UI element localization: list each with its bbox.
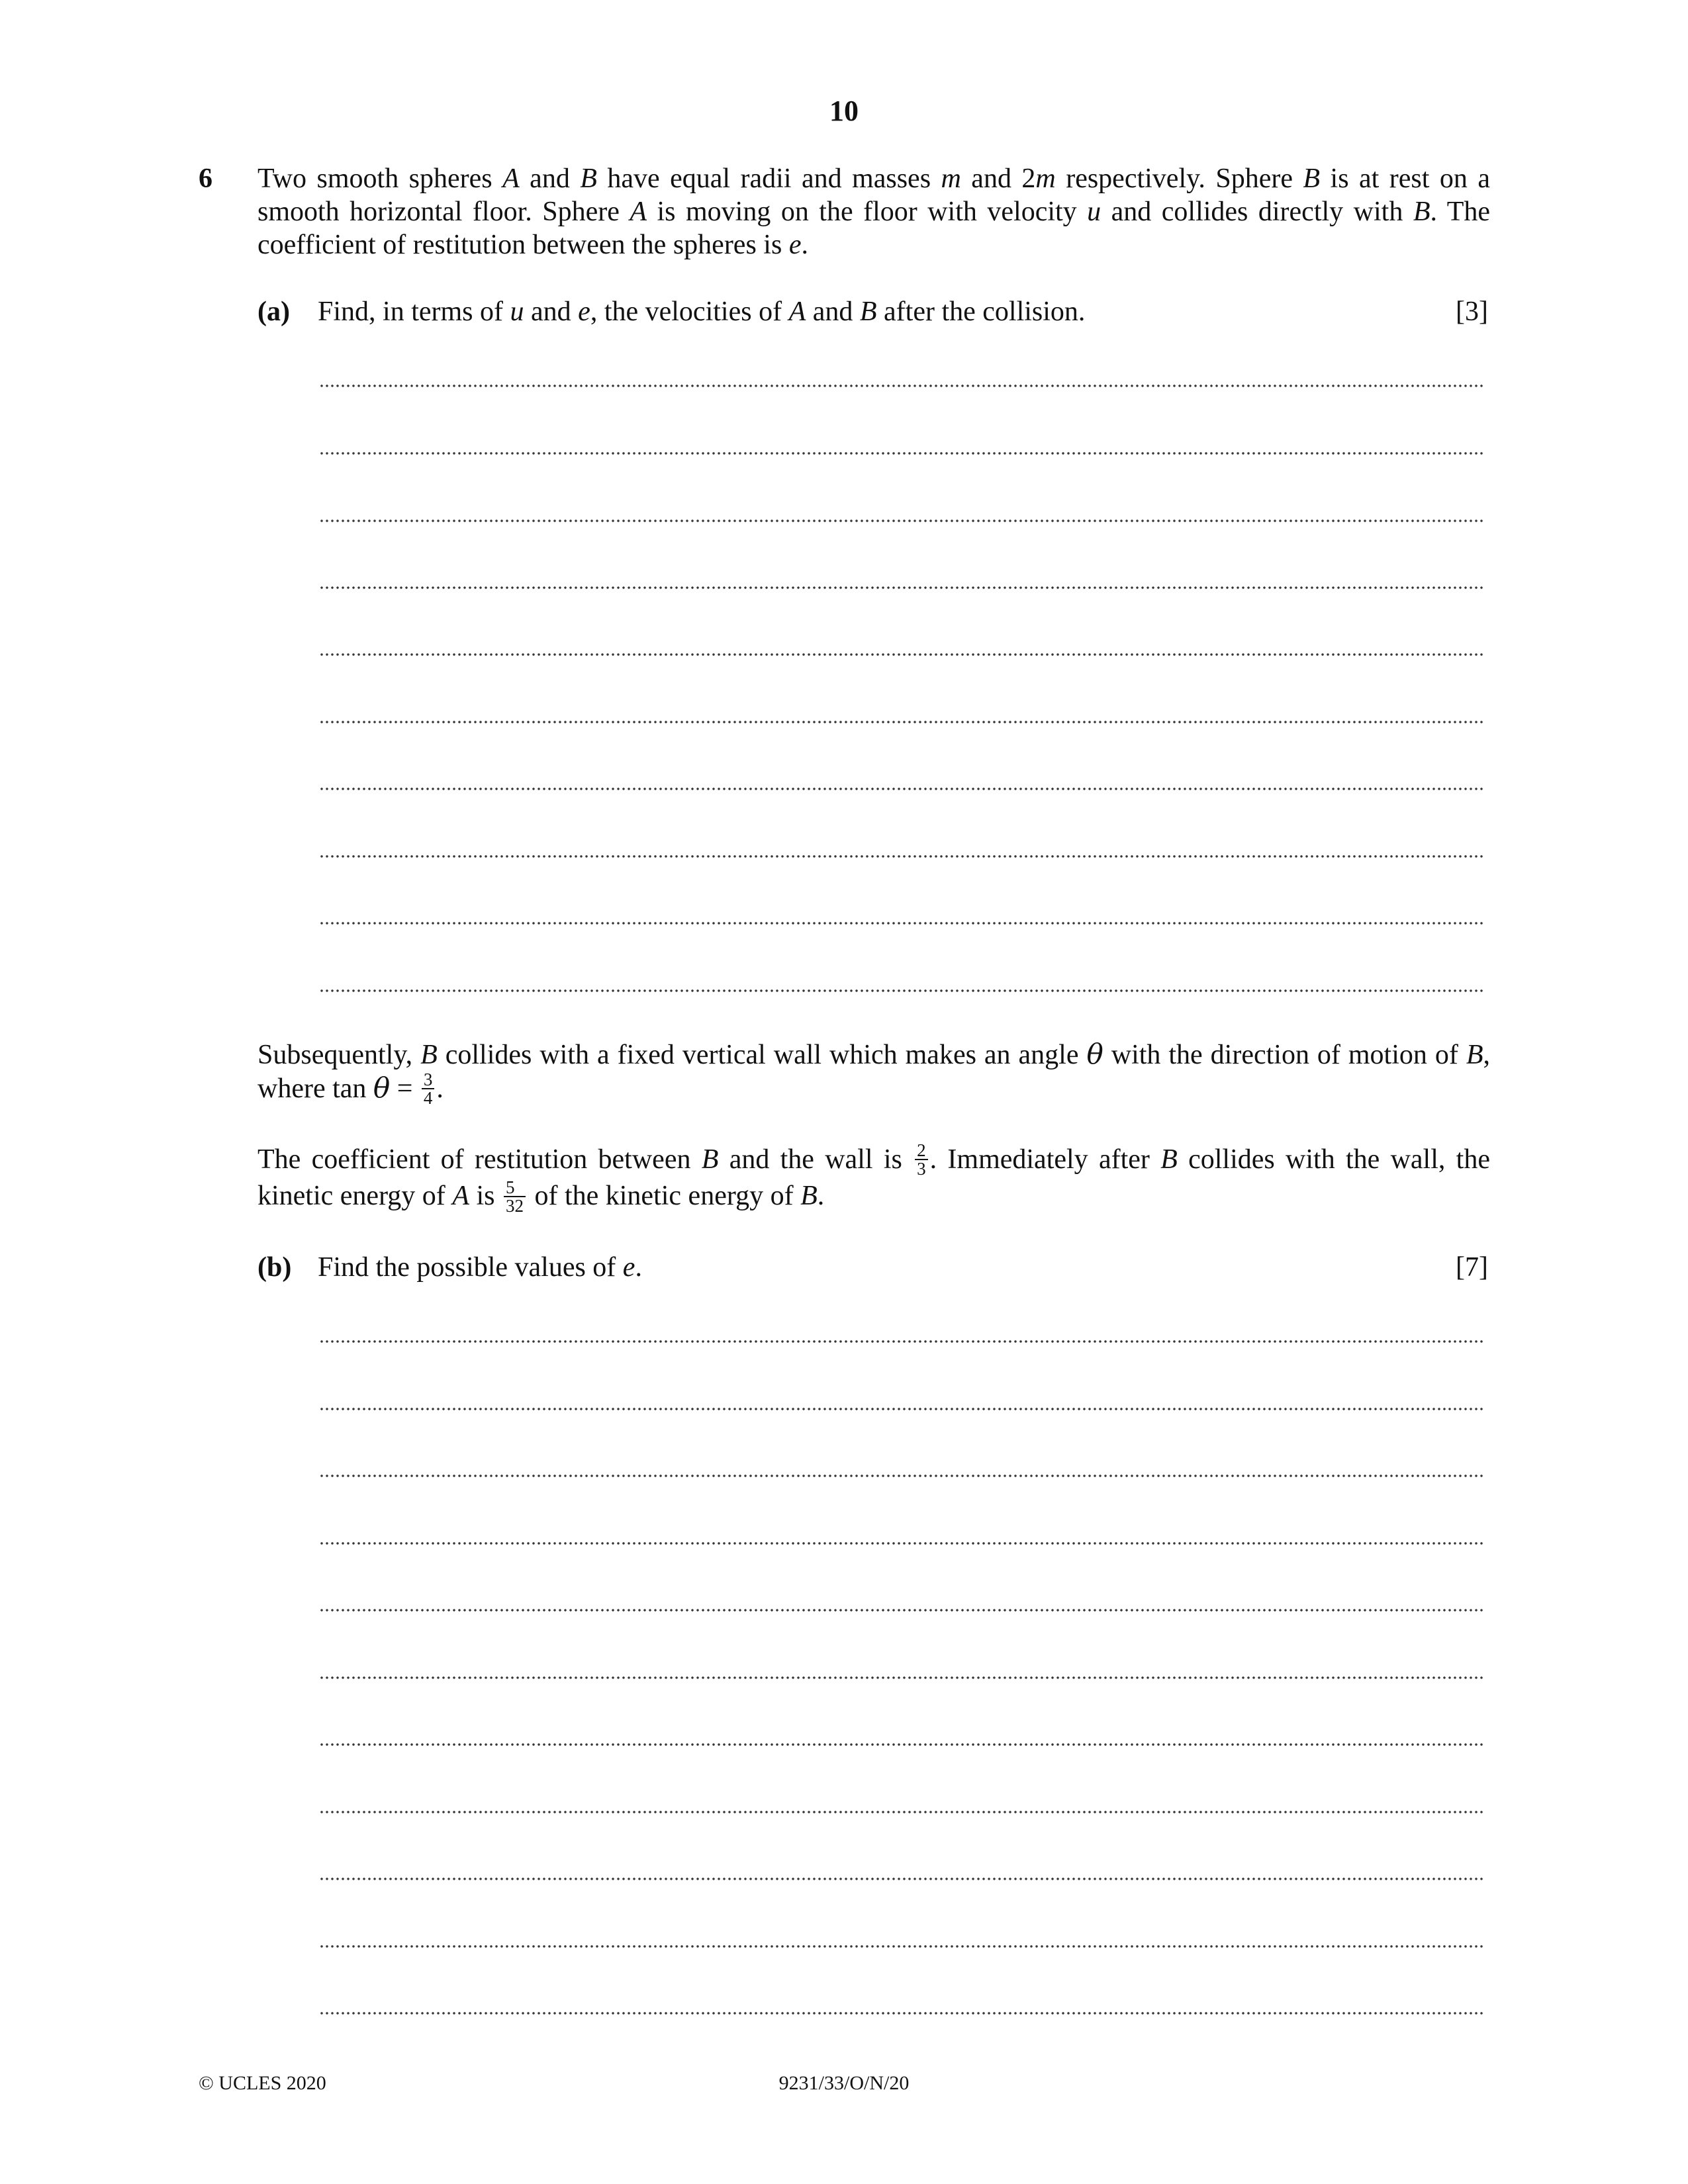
answer-line[interactable] [319,451,1484,455]
answer-line[interactable] [319,2011,1484,2015]
answer-line[interactable] [319,519,1484,523]
page-number: 10 [829,95,859,127]
answer-line[interactable] [319,384,1484,388]
answer-line[interactable] [319,1474,1484,1478]
answer-line[interactable] [319,1608,1484,1612]
question-number: 6 [199,163,212,194]
answer-line[interactable] [319,1944,1484,1948]
part-b-text: Find the possible values of e. [318,1252,642,1283]
part-b-marks: [7] [1456,1252,1488,1283]
part-a-label: (a) [258,296,290,327]
answer-line[interactable] [319,1743,1484,1747]
restitution-paragraph: The coefficient of restitution between B and the wall is $\frac{2}{3}$ . Immediately after B collides with the wall, the kinetic energy of A is $\frac{5}{32}$ of the kinetic energy of B. [258,1140,1490,1216]
answer-line[interactable] [319,854,1484,858]
fraction-three-quarters: $\frac{3}{4}$ [422,1071,435,1107]
answer-line[interactable] [319,921,1484,925]
part-a-marks: [3] [1456,296,1488,327]
question-stem: Two smooth spheres A and B have equal radii and masses m and 2m respectively. Sphere B is at rest on a smooth horizontal floor. Sphere A is moving on the floor with velocity u and collides directly with B. The coefficient of restitution between the spheres is e. [258,163,1490,260]
fraction-five-thirtyseconds: $\frac{5}{32}$ [504,1179,526,1214]
answer-line[interactable] [319,1407,1484,1411]
answer-line[interactable] [319,1541,1484,1545]
answer-line[interactable] [319,586,1484,590]
answer-line[interactable] [319,1340,1484,1343]
answer-line[interactable] [319,1877,1484,1881]
answer-line[interactable] [319,653,1484,657]
answer-line[interactable] [319,720,1484,724]
part-a-text: Find, in terms of u and e, the velocities of A and B after the collision. [318,296,1086,327]
answer-line[interactable] [319,1810,1484,1814]
footer-paper-code: 9231/33/O/N/20 [778,2072,910,2094]
fraction-two-thirds: $\frac{2}{3}$ [915,1142,928,1177]
answer-line[interactable] [319,787,1484,791]
subsequent-paragraph: Subsequently, B collides with a fixed vertical wall which makes an angle θ with the direction of motion of B, where tan θ = $\frac{3}{4}$ . [258,1038,1490,1109]
part-b-label: (b) [258,1252,292,1283]
answer-line[interactable] [319,989,1484,993]
answer-line[interactable] [319,1676,1484,1680]
footer-copyright: © UCLES 2020 [199,2072,326,2094]
